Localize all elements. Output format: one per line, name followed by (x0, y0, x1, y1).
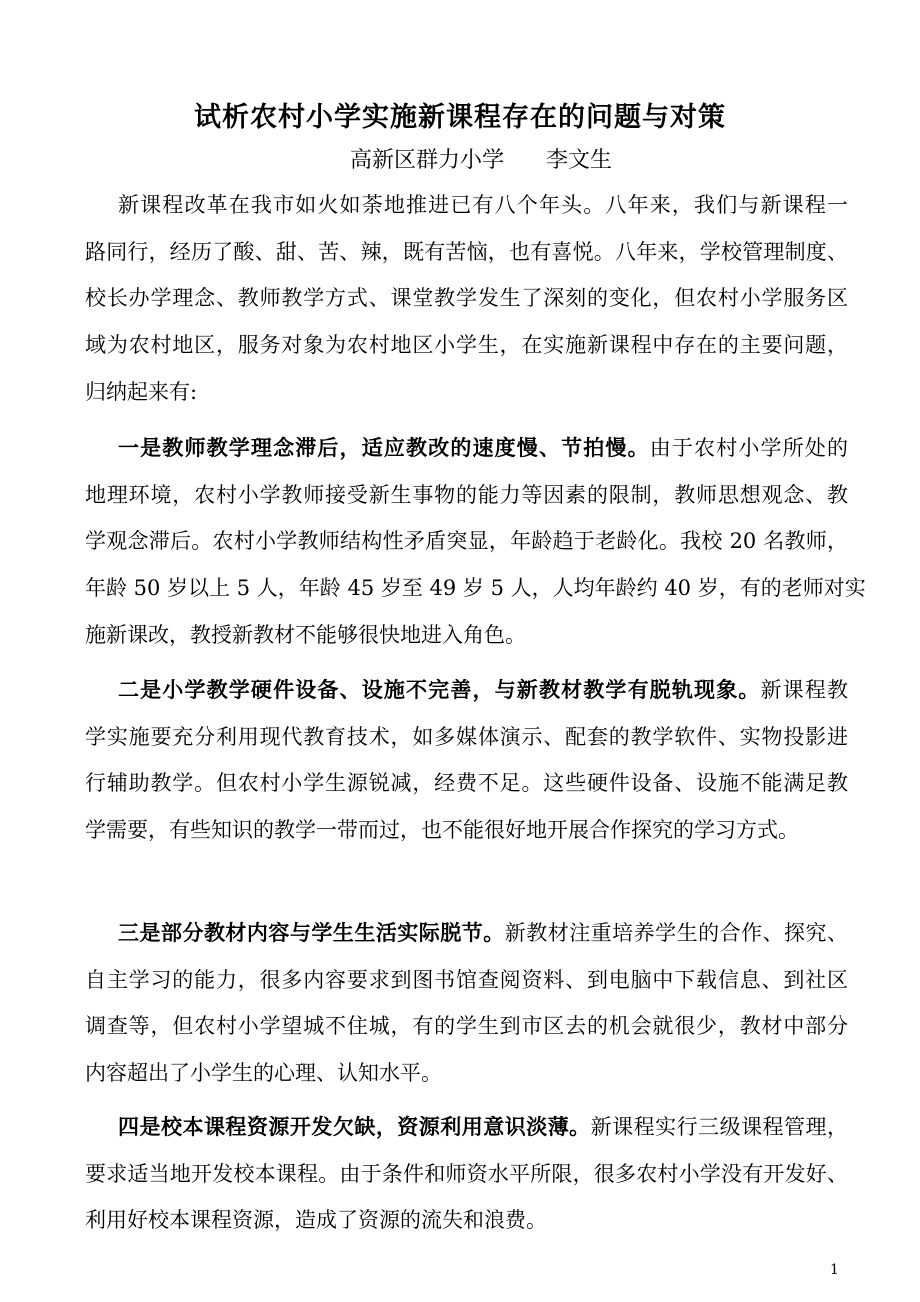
paragraph-line (85, 237, 848, 267)
line-text: 域为农村地区，服务对象为农村地区小学生，在实施新课程中存在的主要问题， (85, 333, 848, 358)
line-text: 校长办学理念、教师教学方式、课堂教学发生了深刻的变化，但农村小学服务区 (85, 286, 848, 311)
line-text: 新教材注重培养学生的合作、探究、 (504, 921, 849, 945)
line-text: 利用好校本课程资源，造成了资源的流失和浪费。 (85, 1208, 547, 1233)
document-title: 试析农村小学实施新课程存在的问题与对策 (194, 102, 726, 133)
line-text: 新课程实行三级课程管理， (590, 1115, 849, 1139)
line-text: 新课程改革在我市如火如荼地推进已有八个年头。八年来，我们与新课程一 (118, 193, 848, 217)
line-text: 路同行，经历了酸、甜、苦、辣，既有苦恼，也有喜悦。八年来，学校管理制度、 (85, 239, 848, 264)
line-text: 学实施要充分利用现代教育技术，如多媒体演示、配套的教学软件、实物投影进 (85, 724, 848, 749)
paragraph-line (85, 526, 848, 556)
author-line: 高新区群力小学 李文生 (350, 148, 612, 173)
line-text: 归纳起来有: (85, 379, 198, 404)
page-number: 1 (830, 1262, 839, 1278)
line-text: 要求适当地开发校本课程。由于条件和师资水平所限，很多农村小学没有开发好、 (85, 1161, 848, 1186)
paragraph-line (85, 1011, 848, 1041)
paragraph-line (85, 768, 848, 798)
paragraph-line (85, 573, 866, 603)
paragraph-first-line (118, 190, 848, 220)
paragraph-heading: 一是教师教学理念滞后，适应教改的速度慢、节拍慢。 (118, 435, 650, 460)
paragraph-heading: 二是小学教学硬件设备、设施不完善，与新教材教学有脱轨现象。 (118, 677, 761, 702)
paragraph-line (85, 1159, 848, 1189)
line-text: 自主学习的能力，很多内容要求到图书馆查阅资料、到电脑中下载信息、到社区 (85, 967, 848, 992)
paragraph-first-line (118, 1112, 848, 1142)
paragraph-line (85, 965, 848, 995)
paragraph-first-line (118, 433, 848, 463)
line-text: 施新课改，教授新教材不能够很快地进入角色。 (85, 622, 526, 647)
paragraph-line (85, 815, 848, 845)
paragraph-heading: 四是校本课程资源开发欠缺，资源利用意识淡薄。 (118, 1114, 591, 1139)
paragraph-line (85, 1058, 848, 1088)
line-text: 行辅助教学。但农村小学生源锐减，经费不足。这些硬件设备、设施不能满足教 (85, 771, 848, 796)
paragraph-line (85, 1205, 848, 1235)
paragraph-line (85, 722, 848, 752)
paragraph-heading: 三是部分教材内容与学生生活实际脱节。 (118, 920, 505, 945)
line-text: 学需要，有些知识的教学一带而过，也不能很好地开展合作探究的学习方式。 (85, 818, 799, 843)
paragraph-line (85, 377, 848, 407)
line-text: 由于农村小学所处的 (649, 436, 848, 460)
paragraph-line (85, 480, 848, 510)
paragraph-first-line (118, 675, 848, 705)
line-text: 学观念滞后。农村小学教师结构性矛盾突显，年龄趋于老龄化。我校 20 名教师， (85, 529, 848, 554)
paragraph-line (85, 330, 848, 360)
line-text: 新课程教 (760, 678, 848, 702)
line-text: 内容超出了小学生的心理、认知水平。 (85, 1061, 442, 1086)
paragraph-line (85, 620, 848, 650)
paragraph-first-line (118, 918, 848, 948)
paragraph-line (85, 283, 848, 313)
line-text: 年龄 50 岁以上 5 人，年龄 45 岁至 49 岁 5 人，人均年龄约 40 岁，有的老师对实 (85, 576, 866, 601)
line-text: 地理环境，农村小学教师接受新生事物的能力等因素的限制，教师思想观念、教 (85, 482, 848, 507)
line-text: 调查等，但农村小学望城不住城，有的学生到市区去的机会就很少，教材中部分 (85, 1014, 848, 1039)
